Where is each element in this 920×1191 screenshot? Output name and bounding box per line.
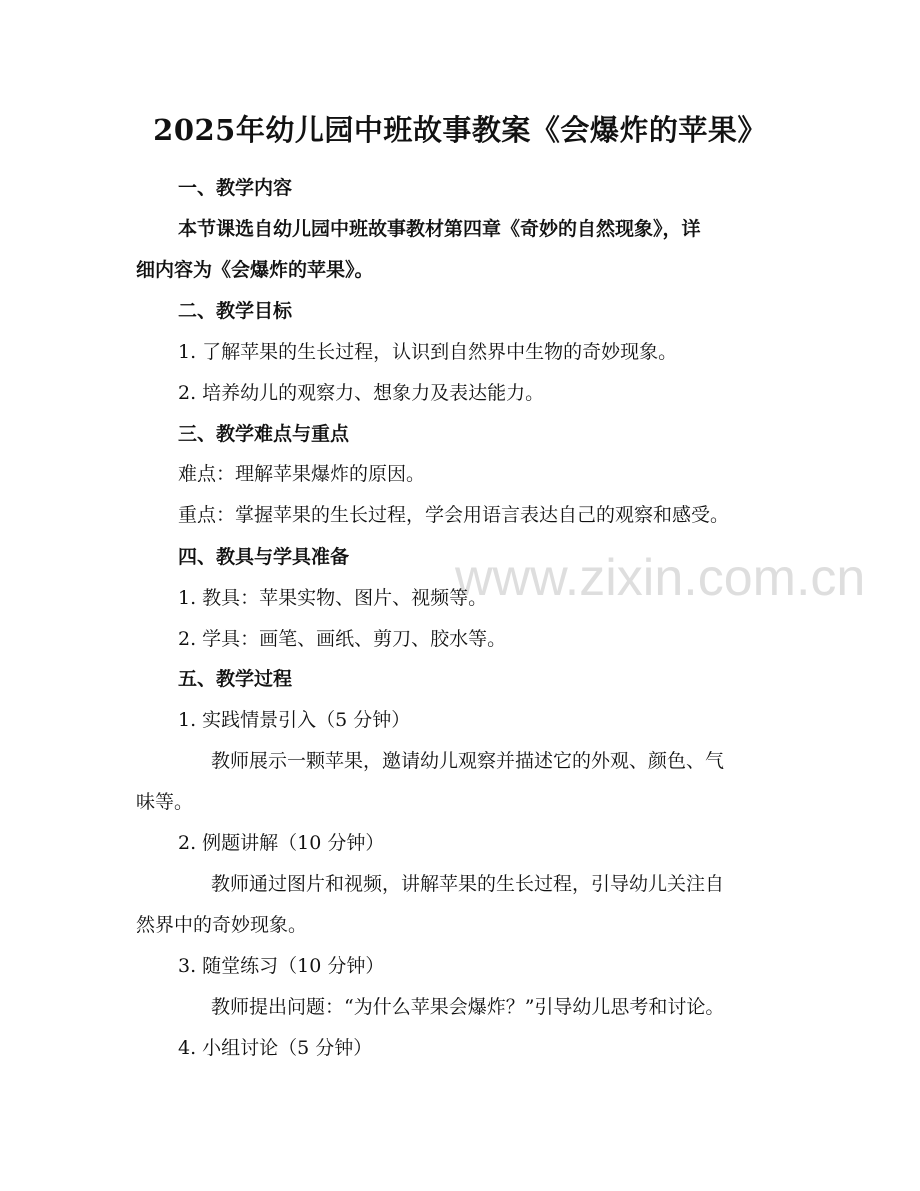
section-heading-objectives: 二、教学目标: [178, 300, 293, 322]
section-heading-materials: 四、教具与学具准备: [178, 546, 350, 568]
document-title: 2025年幼儿园中班故事教案《会爆炸的苹果》: [153, 113, 767, 147]
process-step-2-body-line-1: 教师通过图片和视频，讲解苹果的生长过程，引导幼儿关注自: [211, 873, 725, 895]
key-point-text: 重点：掌握苹果的生长过程，学会用语言表达自己的观察和感受。: [178, 504, 730, 526]
process-step-3-body: 教师提出问题：“为什么苹果会爆炸？”引导幼儿思考和讨论。: [211, 996, 725, 1018]
section-heading-content: 一、教学内容: [178, 177, 293, 199]
materials-item-2: 2. 学具：画笔、画纸、剪刀、胶水等。: [178, 628, 507, 650]
process-step-1-body-line-2: 味等。: [136, 791, 194, 813]
process-step-4: 4. 小组讨论（5 分钟）: [178, 1037, 373, 1059]
materials-item-1: 1. 教具：苹果实物、图片、视频等。: [178, 587, 488, 609]
process-step-1-body-line-1: 教师展示一颗苹果，邀请幼儿观察并描述它的外观、颜色、气: [211, 750, 725, 772]
process-step-1: 1. 实践情景引入（5 分钟）: [178, 709, 411, 731]
content-body-line-1: 本节课选自幼儿园中班故事教材第四章《奇妙的自然现象》，详: [178, 218, 701, 240]
watermark: www.zixin.com.cn: [455, 549, 866, 607]
process-step-2: 2. 例题讲解（10 分钟）: [178, 832, 385, 854]
process-step-3: 3. 随堂练习（10 分钟）: [178, 955, 385, 977]
section-heading-process: 五、教学过程: [178, 668, 293, 690]
objective-item-1: 1. 了解苹果的生长过程，认识到自然界中生物的奇妙现象。: [178, 341, 678, 363]
process-step-2-body-line-2: 然界中的奇妙现象。: [136, 914, 308, 936]
content-body-line-2: 细内容为《会爆炸的苹果》。: [136, 259, 374, 281]
difficulty-text: 难点：理解苹果爆炸的原因。: [178, 463, 426, 485]
section-heading-difficulty: 三、教学难点与重点: [178, 423, 350, 445]
objective-item-2: 2. 培养幼儿的观察力、想象力及表达能力。: [178, 382, 545, 404]
